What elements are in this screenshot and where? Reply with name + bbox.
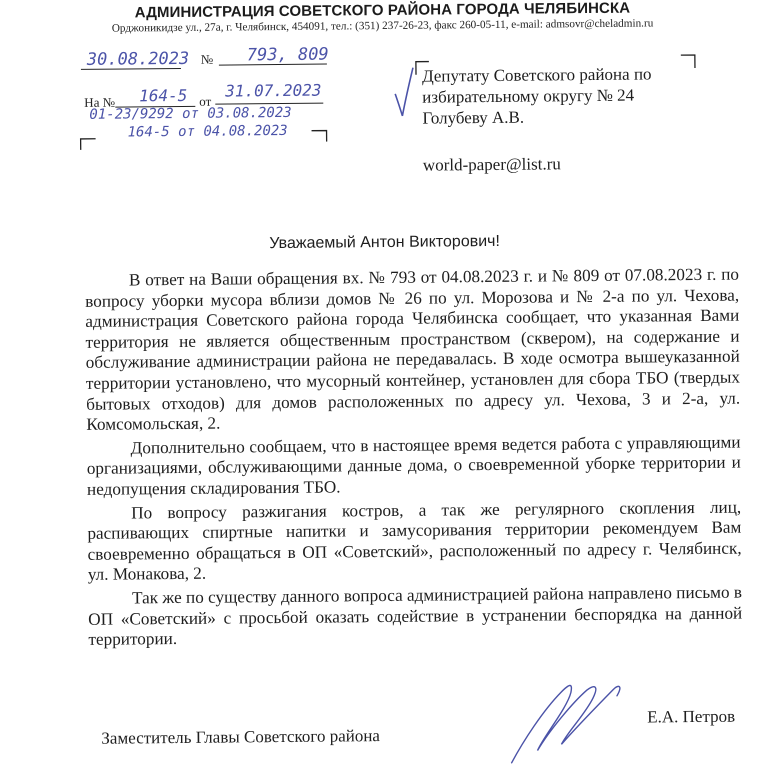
outgoing-number-underline <box>219 64 327 66</box>
organization-name: АДМИНИСТРАЦИЯ СОВЕТСКОГО РАЙОНА ГОРОДА ЧЕЛЯБИНСКА <box>134 0 631 22</box>
addressee-line-2: избирательному округу № 24 <box>422 85 635 107</box>
outgoing-number: 793, 809 <box>246 44 329 66</box>
signatory-name: Е.А. Петров <box>647 706 736 727</box>
body-paragraph-4: Так же по существу данного вопроса администрацией района направлено письмо в ОП «Советский» с просьбой оказать содействие в устранении беспорядка на данной территории. <box>88 582 743 649</box>
greeting: Уважаемый Антон Викторович! <box>269 232 500 253</box>
addressee-spacer <box>423 126 653 154</box>
addressee-block <box>422 63 653 175</box>
addressee-line-1: Депутату Советского района по <box>421 64 652 86</box>
addressee-email: world-paper@list.ru <box>422 154 561 175</box>
reply-number: 164-5 <box>139 85 188 106</box>
reply-extra-line-1: 01-23/9292 от 03.08.2023 <box>89 104 292 123</box>
handwritten-signature <box>503 670 634 767</box>
organization-contacts: Орджоникидзе ул., 27а, г. Челябинск, 454091, тел.: (351) 237-26-23, факс 260-05-11, e-mail: admsovr@cheladmin.ru <box>111 17 654 35</box>
signatory-position: Заместитель Главы Советского района <box>101 726 381 748</box>
corner-mark-top-right <box>310 129 330 143</box>
addressee-line-3: Голубеву А.В. <box>422 107 525 128</box>
check-mark-icon <box>393 66 415 118</box>
body-paragraph-2: Дополнительно сообщаем, что в настоящее время ведется работа с управляющими организациями, обслуживающими данные дома, о своевременной уборке территории и недопущения складирования ТБО. <box>86 432 741 499</box>
outgoing-number-sign: № <box>200 51 214 67</box>
letter-body <box>85 265 743 654</box>
reply-extra-line-2: 164-5 от 04.08.2023 <box>127 122 288 141</box>
corner-mark-top-left <box>80 137 100 151</box>
body-paragraph-3: По вопросу разжигания костров, а так же регулярного скопления лиц, распивающих спиртные напитки и замусоривания территории рекомендуем Вам своевременно обращаться в ОП «Советский», расположенный по адресу г. Челябинск, ул. Монакова, 2. <box>87 497 742 585</box>
outgoing-date: 30.08.2023 <box>86 48 190 70</box>
body-paragraph-1: В ответ на Ваши обращения вх. № 793 от 04.08.2023 г. и № 809 от 07.08.2023 г. по вопросу уборки мусора вблизи домов № 26 по ул. Морозова и № 2-а по ул. Чехова, администрация Советского района города Челябинска сообщает, что указанная Вами территория не является общественным пространством (сквером), на содержание и обслуживание администрации района не передавалась. В ходе осмотра вышеуказанной территории установлено, что мусорный контейнер, установлен для сбора ТБО (твердых бытовых отходов) для домов расположенных по адресу ул. Чехова, 3 и 2-а, ул. Комсомольская, 2. <box>85 264 741 435</box>
corner-mark-addressee-right <box>679 53 697 69</box>
outgoing-date-underline <box>81 68 181 70</box>
reply-from-label: от <box>199 93 212 109</box>
reply-on-label: На № <box>84 94 116 110</box>
reply-date: 31.07.2023 <box>225 80 322 101</box>
